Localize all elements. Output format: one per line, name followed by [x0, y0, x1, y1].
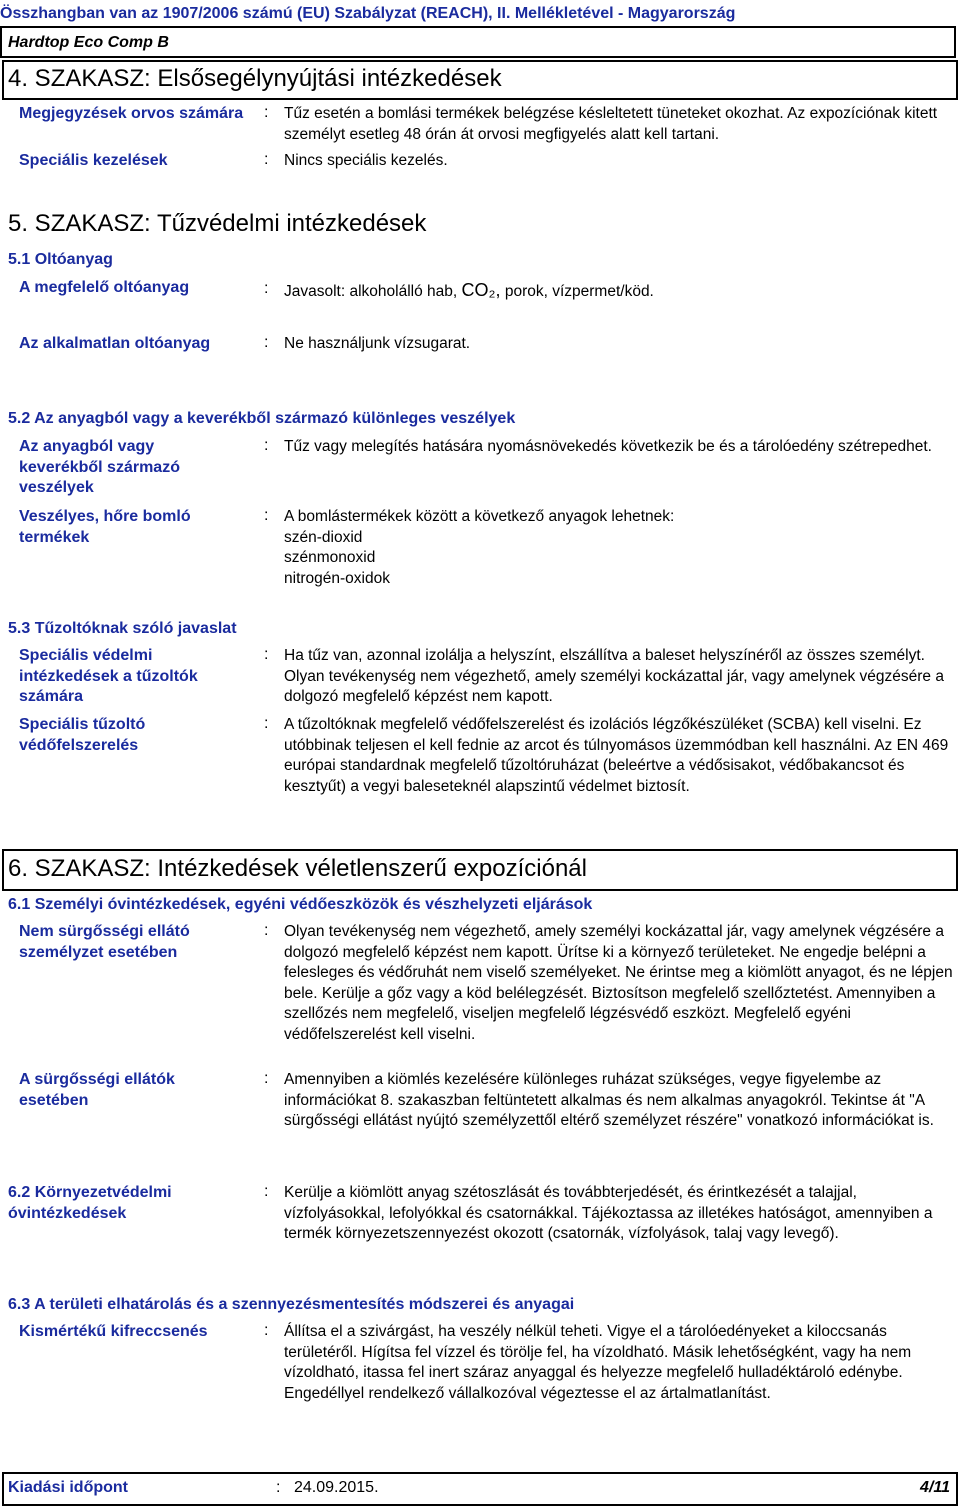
value-unsuitable-media: Ne használjunk vízsugarat.	[284, 335, 471, 352]
label-small-spill: Kismértékű kifreccsenés	[19, 1323, 208, 1340]
label-unsuitable-media: Az alkalmatlan oltóanyag	[19, 335, 211, 352]
label-decomposition-products: Veszélyes, hőre bomló termékek	[19, 508, 191, 546]
section5-2-title: 5.2 Az anyagból vagy a keverékből származó különleges veszélyek	[8, 410, 516, 427]
section6-3-title: 6.3 A területi elhatárolás és a szennyezésmentesítés módszerei és anyagai	[8, 1296, 575, 1313]
colon: :	[264, 437, 269, 454]
label-special-hazards: Az anyagból vagy keverékből származó veszélyek	[19, 438, 180, 496]
value-firefighter-equipment: A tűzoltóknak megfelelő védőfelszerelést és izolációs légzőkészüléket (SCBA) kell viselni. Ez utóbbinak teljesen el kell fednie az arcot és túlnyomásos üzemmódban kell használni. Az EN 469 európai standardnak megfelelő tűzoltóruházat (beleértve a védősisakot, védőbakancsot és kesztyűt) a vegyi baleseteknél alapszintű védelmet biztosít.	[284, 716, 949, 795]
value-firefighter-precautions: Ha tűz van, azonnal izolálja a helyszínt, elszállítva a baleset helyszínéről az összes személyt. Olyan tevékenység nem végezhető, amely személyi kockázattal jár, vagy amelynek végzésére a dolgozó megfelelő képzést nem kapott.	[284, 647, 944, 705]
value-small-spill: Állítsa el a szivárgást, ha veszély nélkül teheti. Vigye el a tárolóedényeket a kiloccsanás területéről. Hígítsa fel vízzel és törölje fel, ha vízoldható. Másik lehetőségként, vagy ha nem vízoldható, itassa fel inert száraz anyaggal és helyezze megfelelő hulladéktároló edénybe. Engedéllyel rendelkező vállalkozóval végeztesse el az ártalmatlanítást.	[284, 1323, 912, 1402]
footer-label: Kiadási időpont	[8, 1479, 128, 1496]
co2-formula: CO₂,	[461, 280, 501, 300]
colon: :	[264, 507, 269, 524]
value-decomposition-products	[284, 507, 954, 589]
value-special-treatment: Nincs speciális kezelés.	[284, 152, 448, 169]
value-environmental-precautions: Kerülje a kiömlött anyag szétoszlását és továbbterjedését, és érintkezését a talajjal, vízfolyásokkal, lefolyókkal és csatornákkal. Tájékoztassa az illetékes hatóságot, amennyiben a termék környezetszennyezést okozott (csatornák, vízfolyások, talaj vagy levegő).	[284, 1184, 933, 1242]
label-firefighter-precautions: Speciális védelmi intézkedések a tűzoltók számára	[19, 647, 198, 705]
value-special-hazards: Tűz vagy melegítés hatására nyomásnövekedés következik be és a tárolóedény szétrepedhet.	[284, 438, 932, 455]
label-notes-physician: Megjegyzések orvos számára	[19, 105, 244, 122]
label-firefighter-equipment: Speciális tűzoltó védőfelszerelés	[19, 716, 146, 754]
section5-3-title: 5.3 Tűzoltóknak szóló javaslat	[8, 620, 237, 637]
section5-1-title: 5.1 Oltóanyag	[8, 251, 113, 268]
label-suitable-media: A megfelelő oltóanyag	[19, 279, 190, 296]
decomposition-item: szénmonoxid	[284, 549, 376, 566]
decomposition-intro: A bomlástermékek között a következő anyagok lehetnek:	[284, 508, 675, 525]
colon: :	[264, 922, 269, 939]
label-special-treatment: Speciális kezelések	[19, 152, 168, 169]
value-notes-physician: Tűz esetén a bomlási termékek belégzése késleltetett tüneteket okozhat. Az expozíciónak kitett személyt esetleg 48 órán át orvosi megfigyelés alatt kell tartani.	[284, 105, 938, 143]
label-non-emergency-personnel: Nem sürgősségi ellátó személyzet esetében	[19, 923, 190, 961]
colon: :	[264, 1070, 269, 1087]
value-non-emergency-personnel: Olyan tevékenység nem végezhető, amely személyi kockázattal jár, vagy amelynek végzésére a dolgozó megfelelő képzést nem kapott. Ürítse ki a környező területeket. Ne engedje belépni a felesleges és védőruhát nem viselő személyeket. Ne érintse meg a kiömlött anyagot, és ne lépjen bele. Kerülje a gőz vagy a köd belélegzését. Biztosítson megfelelő szellőztetést. Amennyiben a szellőzés nem megfelelő, viseljen megfelelő légzésvédő eszközt. Megfelelő egyéni védőfelszerelést kell viselni.	[284, 923, 953, 1043]
label-emergency-responders: A sürgősségi ellátók esetében	[19, 1071, 175, 1109]
suitable-media-text-1: Javasolt: alkoholálló hab,	[284, 283, 458, 300]
colon: :	[264, 1322, 269, 1339]
colon: :	[264, 646, 269, 663]
section6-title: 6. SZAKASZ: Intézkedések véletlenszerű expozíciónál	[8, 855, 587, 882]
decomposition-item: szén-dioxid	[284, 528, 363, 546]
section5-title: 5. SZAKASZ: Tűzvédelmi intézkedések	[8, 210, 427, 237]
footer-date: 24.09.2015.	[294, 1479, 379, 1496]
value-emergency-responders: Amennyiben a kiömlés kezelésére különleges ruházat szükséges, vegye figyelembe az információkat 8. szakaszban feltüntetett alkalmas és nem alkalmas anyagokról. Tekintse át "A sürgősségi ellátást nyújtó személyzettől eltérő személyzet részére" vonatkozó információkat is.	[284, 1071, 934, 1129]
colon: :	[264, 715, 269, 732]
footer-box	[2, 1472, 958, 1506]
colon: :	[264, 1183, 269, 1200]
footer-page: 4/11	[920, 1479, 950, 1496]
decomposition-item: nitrogén-oxidok	[284, 569, 390, 587]
colon: :	[264, 151, 269, 168]
regulation-header: Összhangban van az 1907/2006 számú (EU) Szabályzat (REACH), II. Mellékletével - Magyarország	[0, 5, 736, 22]
section4-title: 4. SZAKASZ: Elsősegélynyújtási intézkedések	[8, 65, 502, 92]
label-environmental-precautions: 6.2 Környezetvédelmi óvintézkedések	[8, 1184, 172, 1222]
section6-1-title: 6.1 Személyi óvintézkedések, egyéni védőeszközök és vészhelyzeti eljárások	[8, 896, 593, 913]
product-name: Hardtop Eco Comp B	[8, 34, 169, 51]
value-suitable-media	[284, 280, 654, 301]
colon: :	[264, 334, 269, 351]
colon: :	[264, 280, 269, 297]
colon: :	[276, 1479, 281, 1496]
suitable-media-text-2: porok, vízpermet/köd.	[504, 283, 654, 300]
colon: :	[264, 104, 269, 121]
